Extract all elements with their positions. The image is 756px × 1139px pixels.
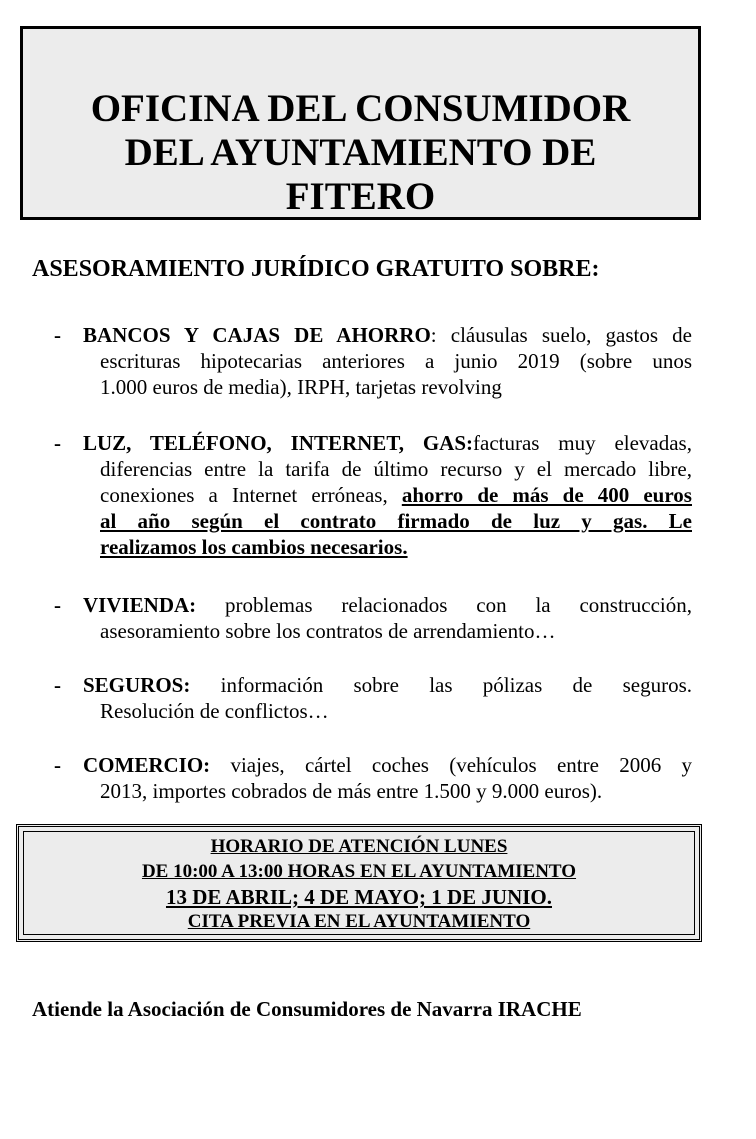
schedule-line-1: HORARIO DE ATENCIÓN LUNES (210, 836, 508, 857)
schedule-line-2: DE 10:00 A 13:00 HORAS EN EL AYUNTAMIENTO (141, 861, 577, 882)
schedule-line-4: CITA PREVIA EN EL AYUNTAMIENTO (187, 911, 531, 932)
title-line-3: FITERO (285, 175, 436, 218)
item-line (100, 348, 692, 374)
item-line (100, 482, 692, 508)
item-heading: BANCOS Y CAJAS DE AHORRO (83, 323, 431, 347)
item-text: 1.000 euros de media), IRPH, tarjetas revolving (100, 375, 502, 399)
item-text: asesoramiento sobre los contratos de arrendamiento… (100, 619, 556, 643)
item-text: facturas muy elevadas, (473, 431, 692, 455)
item-text: : cláusulas suelo, gastos de (430, 323, 692, 347)
item-heading: VIVIENDA: (83, 593, 197, 617)
title-line-1: OFICINA DEL CONSUMIDOR (90, 87, 631, 130)
item-text: información sobre las pólizas de seguros. (190, 673, 692, 697)
title-box (20, 26, 701, 220)
item-heading: SEGUROS: (83, 673, 191, 697)
bullet-dash: - (54, 431, 61, 455)
item-line (83, 322, 692, 348)
bullet-dash: - (54, 753, 61, 777)
item-text: escrituras hipotecarias anteriores a junio 2019 (sobre unos (100, 349, 692, 373)
subtitle: ASESORAMIENTO JURÍDICO GRATUITO SOBRE: (32, 256, 600, 282)
item-text: Resolución de conflictos… (100, 699, 329, 723)
item-text: viajes, cártel coches (vehículos entre 2006 y (210, 753, 692, 777)
item-line (83, 430, 692, 456)
item-heading: LUZ, TELÉFONO, INTERNET, GAS: (83, 431, 474, 455)
item-line (83, 752, 692, 778)
item-highlight: al año según el contrato firmado de luz y gas. Le (100, 509, 692, 533)
item-text: 2013, importes cobrados de más entre 1.500 y 9.000 euros). (100, 779, 603, 803)
item-text: conexiones a Internet erróneas, (100, 483, 402, 507)
item-line (100, 456, 692, 482)
item-text: problemas relacionados con la construcción, (196, 593, 692, 617)
schedule-line-3: 13 DE ABRIL; 4 DE MAYO; 1 DE JUNIO. (165, 885, 552, 909)
item-text: diferencias entre la tarifa de último recurso y el mercado libre, (100, 457, 692, 481)
bullet-dash: - (54, 593, 61, 617)
item-line (83, 672, 692, 698)
item-highlight: realizamos los cambios necesarios. (100, 535, 408, 559)
item-heading: COMERCIO: (83, 753, 211, 777)
footer-note: Atiende la Asociación de Consumidores de Navarra IRACHE (32, 997, 582, 1021)
bullet-dash: - (54, 673, 61, 697)
title-line-2: DEL AYUNTAMIENTO DE (124, 131, 597, 174)
item-line (83, 592, 692, 618)
schedule-box (16, 824, 702, 942)
bullet-dash: - (54, 323, 61, 347)
item-highlight: ahorro de más de 400 euros (401, 483, 692, 507)
item-line (100, 508, 692, 534)
